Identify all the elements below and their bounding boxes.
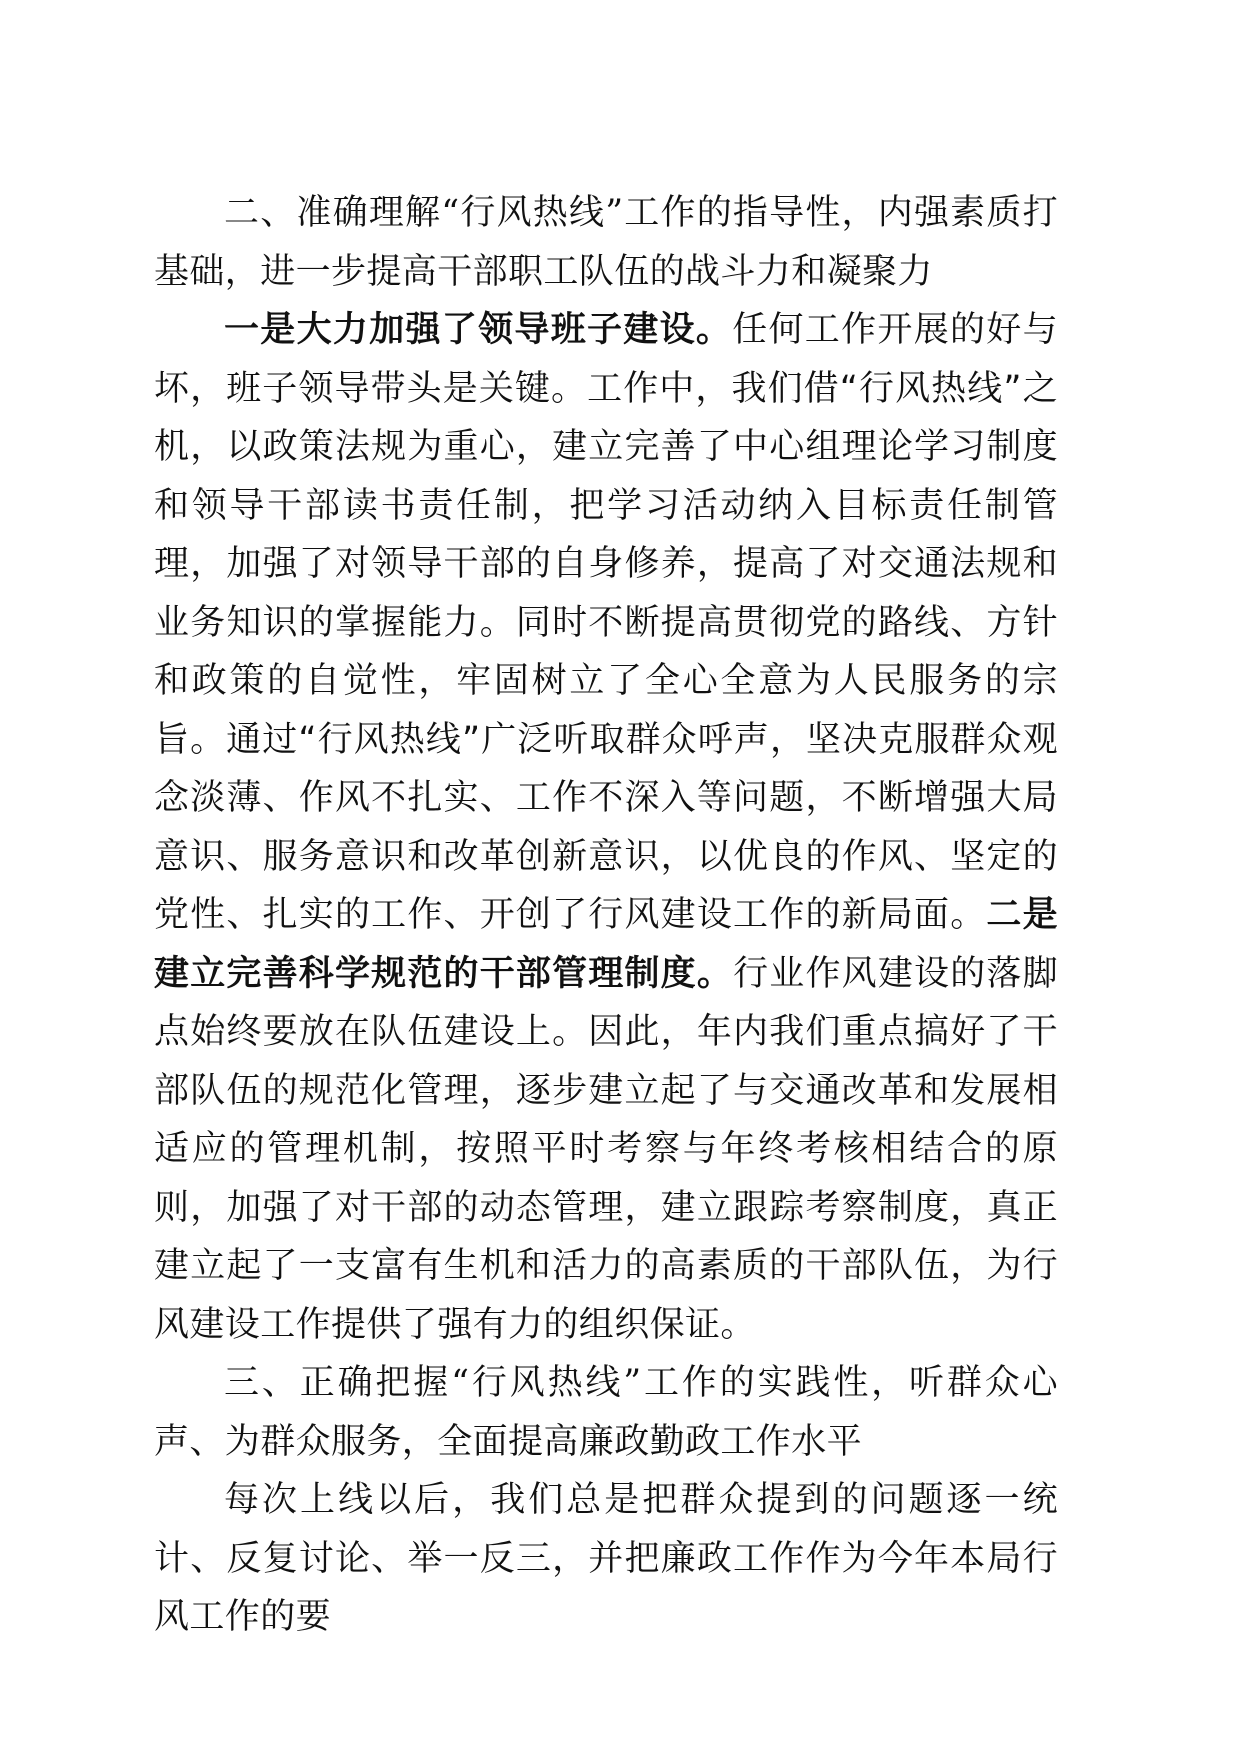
point-2-text: 行业作风建设的落脚点始终要放在队伍建设上。因此，年内我们重点搞好了干部队伍的规范化管理，逐步建立起了与交通改革和发展相适应的管理机制，按照平时考察与年终考核相结合的原则，加强了对干部的动态管理，建立跟踪考察制度，真正建立起了一支富有生机和活力的高素质的干部队伍，为行风建设工作提供了强有力的组织保证。 (154, 953, 1058, 1345)
document-body (154, 184, 1058, 1647)
point-1-lead: 一是大力加强了领导班子建设。 (224, 310, 733, 350)
point-1-text: 任何工作开展的好与坏，班子领导带头是关键。工作中，我们借“行风热线”之机，以政策法规为重心，建立完善了中心组理论学习制度和领导干部读书责任制，把学习活动纳入目标责任制管理，加强了对领导干部的自身修养，提高了对交通法规和业务知识的掌握能力。同时不断提高贯彻党的路线、方针和政策的自觉性，牢固树立了全心全意为人民服务的宗旨。通过“行风热线”广泛听取群众呼声，坚决克服群众观念淡薄、作风不扎实、工作不深入等问题，不断增强大局意识、服务意识和改革创新意识，以优良的作风、坚定的党性、扎实的工作、开创了行风建设工作的新局面。 (154, 310, 1058, 935)
section-3-paragraph: 每次上线以后，我们总是把群众提到的问题逐一统计、反复讨论、举一反三，并把廉政工作作为今年本局行风工作的要 (154, 1480, 1058, 1637)
section-2-heading: 二、准确理解“行风热线”工作的指导性，内强素质打基础，进一步提高干部职工队伍的战斗力和凝聚力 (154, 193, 1058, 292)
point-2-lead: 二是建立完善科学规范的干部管理制度。 (154, 895, 1058, 994)
section-3-heading: 三、正确把握“行风热线”工作的实践性，听群众心声、为群众服务，全面提高廉政勤政工作水平 (154, 1363, 1058, 1462)
section-2-paragraph (154, 301, 1058, 1354)
